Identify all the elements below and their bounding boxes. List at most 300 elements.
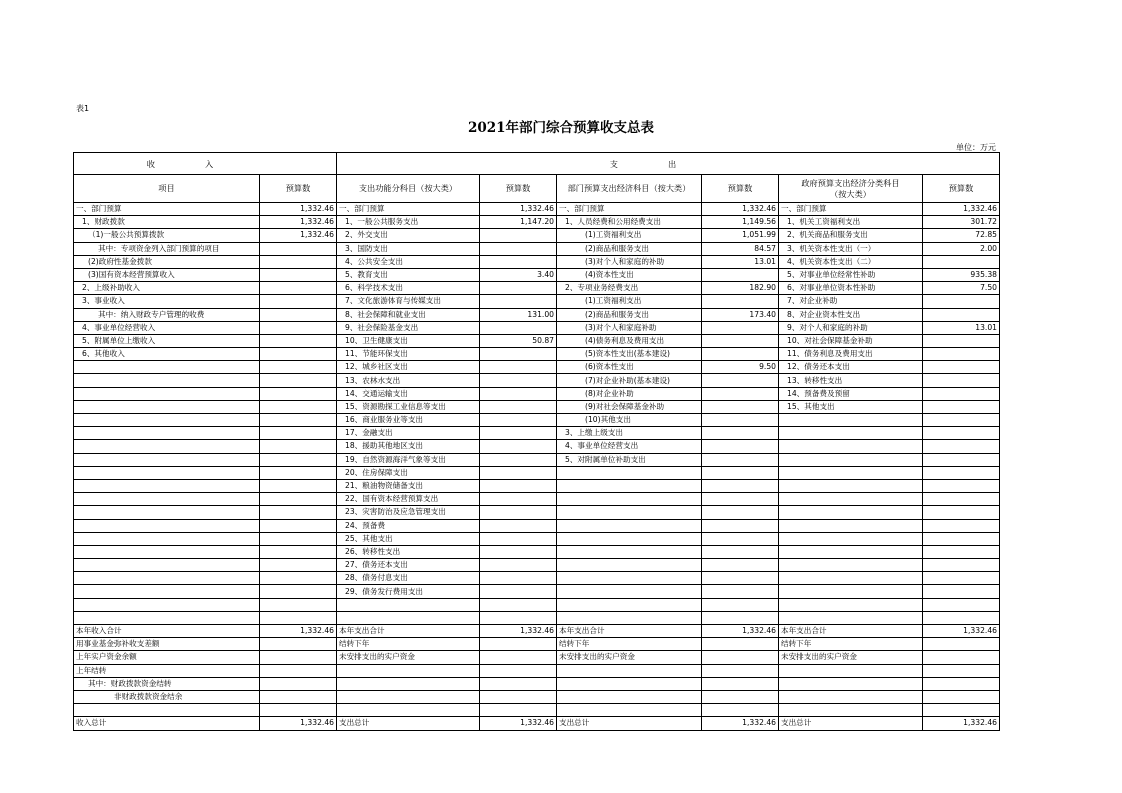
amount-cell <box>480 440 557 453</box>
item-cell <box>557 506 702 519</box>
amount-cell <box>480 242 557 255</box>
item-cell: 支出总计 <box>337 717 480 730</box>
column-header-row <box>74 175 1000 203</box>
item-cell: 10、卫生健康支出 <box>337 334 480 347</box>
budget-summary-table <box>73 152 1000 731</box>
item-cell <box>74 453 260 466</box>
column-header: 预算数 <box>702 175 779 203</box>
item-cell <box>779 440 923 453</box>
item-cell <box>779 598 923 611</box>
item-cell <box>779 453 923 466</box>
amount-cell: 9.50 <box>702 361 779 374</box>
amount-cell <box>923 348 1000 361</box>
item-cell: 其中：财政拨款资金结转 <box>74 677 260 690</box>
amount-cell <box>480 651 557 664</box>
item-cell: 非财政拨款资金结余 <box>74 690 260 703</box>
table-row <box>74 216 1000 229</box>
item-cell: 一、部门预算 <box>557 203 702 216</box>
amount-cell <box>260 308 337 321</box>
item-cell: 9、社会保险基金支出 <box>337 321 480 334</box>
item-cell: (2)政府性基金拨款 <box>74 255 260 268</box>
amount-cell <box>702 572 779 585</box>
item-cell: (6)资本性支出 <box>557 361 702 374</box>
item-cell: 3、上缴上级支出 <box>557 427 702 440</box>
amount-cell: 1,332.46 <box>480 717 557 730</box>
amount-cell <box>260 295 337 308</box>
amount-cell <box>260 479 337 492</box>
item-cell: (2)商品和服务支出 <box>557 308 702 321</box>
amount-cell: 1,332.46 <box>260 216 337 229</box>
item-cell <box>557 493 702 506</box>
item-cell: 8、对企业资本性支出 <box>779 308 923 321</box>
amount-cell <box>480 387 557 400</box>
item-cell <box>557 677 702 690</box>
item-cell: (10)其他支出 <box>557 414 702 427</box>
amount-cell <box>480 427 557 440</box>
amount-cell: 1,332.46 <box>923 717 1000 730</box>
page-title: 2021年部门综合预算收支总表 <box>467 120 655 136</box>
table-row <box>74 677 1000 690</box>
item-cell <box>779 545 923 558</box>
item-cell <box>557 572 702 585</box>
amount-cell <box>260 440 337 453</box>
item-cell: 1、人员经费和公用经费支出 <box>557 216 702 229</box>
table-row <box>74 229 1000 242</box>
amount-cell <box>923 255 1000 268</box>
item-cell: 1、机关工资福利支出 <box>779 216 923 229</box>
amount-cell <box>480 295 557 308</box>
item-cell: 其中：专项资金列入部门预算的项目 <box>74 242 260 255</box>
amount-cell: 50.87 <box>480 334 557 347</box>
item-cell: 20、住房保障支出 <box>337 466 480 479</box>
item-cell <box>74 704 260 717</box>
table-row <box>74 506 1000 519</box>
item-cell <box>779 427 923 440</box>
amount-cell: 2.00 <box>923 242 1000 255</box>
table-row <box>74 255 1000 268</box>
income-section-label: 收入 <box>146 158 264 169</box>
item-cell: 3、国防支出 <box>337 242 480 255</box>
table-row <box>74 321 1000 334</box>
amount-cell <box>260 414 337 427</box>
amount-cell <box>923 361 1000 374</box>
table-row <box>74 651 1000 664</box>
item-cell <box>779 532 923 545</box>
amount-cell <box>260 532 337 545</box>
item-cell: 9、对个人和家庭的补助 <box>779 321 923 334</box>
item-cell <box>74 519 260 532</box>
amount-cell: 1,332.46 <box>702 625 779 638</box>
item-cell: 18、援助其他地区支出 <box>337 440 480 453</box>
amount-cell <box>260 493 337 506</box>
amount-cell <box>702 414 779 427</box>
item-cell <box>337 664 480 677</box>
item-cell: 1、财政拨款 <box>74 216 260 229</box>
section-header-row <box>74 153 1000 175</box>
amount-cell <box>702 532 779 545</box>
amount-cell <box>480 479 557 492</box>
amount-cell: 1,332.46 <box>923 203 1000 216</box>
table-row <box>74 334 1000 347</box>
amount-cell <box>260 427 337 440</box>
amount-cell <box>923 493 1000 506</box>
table-row <box>74 282 1000 295</box>
table-row <box>74 387 1000 400</box>
amount-cell <box>923 598 1000 611</box>
amount-cell <box>260 374 337 387</box>
item-cell <box>779 704 923 717</box>
item-cell <box>337 677 480 690</box>
item-cell <box>779 479 923 492</box>
amount-cell <box>480 229 557 242</box>
item-cell: 5、对附属单位补助支出 <box>557 453 702 466</box>
item-cell: 收入总计 <box>74 717 260 730</box>
item-cell: (2)商品和服务支出 <box>557 242 702 255</box>
amount-cell <box>480 466 557 479</box>
amount-cell: 1,332.46 <box>923 625 1000 638</box>
amount-cell <box>702 704 779 717</box>
table-number-tag: 表1 <box>76 104 90 113</box>
item-cell: 一、部门预算 <box>337 203 480 216</box>
table-row <box>74 440 1000 453</box>
item-cell: 25、其他支出 <box>337 532 480 545</box>
expense-section-header <box>337 153 1000 175</box>
amount-cell <box>702 321 779 334</box>
item-cell: 4、事业单位经营支出 <box>557 440 702 453</box>
amount-cell <box>923 519 1000 532</box>
amount-cell <box>923 308 1000 321</box>
amount-cell <box>480 255 557 268</box>
amount-cell <box>480 282 557 295</box>
item-cell: 结转下年 <box>779 638 923 651</box>
item-cell: (4)资本性支出 <box>557 268 702 281</box>
amount-cell <box>260 242 337 255</box>
amount-cell: 301.72 <box>923 216 1000 229</box>
amount-cell: 13.01 <box>923 321 1000 334</box>
item-cell <box>74 400 260 413</box>
amount-cell <box>923 506 1000 519</box>
amount-cell <box>260 677 337 690</box>
item-cell <box>779 677 923 690</box>
item-cell <box>74 585 260 598</box>
amount-cell <box>260 585 337 598</box>
item-cell <box>779 572 923 585</box>
table-row <box>74 414 1000 427</box>
amount-cell <box>260 638 337 651</box>
amount-cell <box>702 427 779 440</box>
item-cell: 4、公共安全支出 <box>337 255 480 268</box>
amount-cell <box>923 704 1000 717</box>
amount-cell <box>480 493 557 506</box>
table-body <box>74 153 1000 731</box>
amount-cell <box>702 559 779 572</box>
amount-cell: 1,149.56 <box>702 216 779 229</box>
amount-cell: 1,332.46 <box>260 229 337 242</box>
item-cell: 6、科学技术支出 <box>337 282 480 295</box>
amount-cell <box>923 466 1000 479</box>
amount-cell <box>260 400 337 413</box>
amount-cell <box>923 374 1000 387</box>
item-cell: (3)国有资本经营预算收入 <box>74 268 260 281</box>
item-cell: 本年支出合计 <box>557 625 702 638</box>
item-cell: 用事业基金弥补收支差额 <box>74 638 260 651</box>
amount-cell <box>480 506 557 519</box>
column-header: 部门预算支出经济科目（按大类） <box>557 175 702 203</box>
item-cell: 2、上级补助收入 <box>74 282 260 295</box>
item-cell <box>337 611 480 624</box>
amount-cell <box>702 690 779 703</box>
amount-cell <box>702 400 779 413</box>
amount-cell <box>702 611 779 624</box>
amount-cell <box>702 374 779 387</box>
table-row <box>74 453 1000 466</box>
item-cell: 其中：纳入财政专户管理的收费 <box>74 308 260 321</box>
amount-cell <box>923 295 1000 308</box>
item-cell: (1)工资福利支出 <box>557 295 702 308</box>
item-cell: 2、外交支出 <box>337 229 480 242</box>
item-cell: 结转下年 <box>337 638 480 651</box>
amount-cell <box>702 453 779 466</box>
item-cell <box>74 506 260 519</box>
amount-cell <box>923 585 1000 598</box>
item-cell: (9)对社会保障基金补助 <box>557 400 702 413</box>
table-row <box>74 704 1000 717</box>
amount-cell <box>702 598 779 611</box>
item-cell: (7)对企业补助(基本建设) <box>557 374 702 387</box>
item-cell <box>337 690 480 703</box>
item-cell: 24、预备费 <box>337 519 480 532</box>
item-cell: 一、部门预算 <box>779 203 923 216</box>
amount-cell <box>923 677 1000 690</box>
item-cell <box>779 466 923 479</box>
item-cell <box>74 559 260 572</box>
amount-cell: 1,332.46 <box>260 717 337 730</box>
table-row <box>74 638 1000 651</box>
table-row <box>74 519 1000 532</box>
amount-cell <box>480 572 557 585</box>
amount-cell <box>260 572 337 585</box>
amount-cell: 72.85 <box>923 229 1000 242</box>
amount-cell <box>923 427 1000 440</box>
item-cell <box>557 519 702 532</box>
item-cell: 一、部门预算 <box>74 203 260 216</box>
amount-cell <box>480 453 557 466</box>
column-header: 预算数 <box>260 175 337 203</box>
amount-cell: 182.90 <box>702 282 779 295</box>
item-cell <box>74 414 260 427</box>
item-cell <box>557 690 702 703</box>
item-cell <box>557 664 702 677</box>
item-cell: 12、债务还本支出 <box>779 361 923 374</box>
amount-cell <box>260 506 337 519</box>
item-cell: 上年实户资金余额 <box>74 651 260 664</box>
amount-cell <box>260 255 337 268</box>
amount-cell <box>480 638 557 651</box>
item-cell: (4)债务利息及费用支出 <box>557 334 702 347</box>
table-row <box>74 690 1000 703</box>
item-cell: 2、专项业务经费支出 <box>557 282 702 295</box>
item-cell <box>74 466 260 479</box>
item-cell: 3、事业收入 <box>74 295 260 308</box>
amount-cell <box>260 559 337 572</box>
table-row <box>74 572 1000 585</box>
table-row <box>74 400 1000 413</box>
amount-cell <box>260 348 337 361</box>
table-row <box>74 466 1000 479</box>
item-cell <box>74 374 260 387</box>
amount-cell <box>923 414 1000 427</box>
item-cell <box>779 690 923 703</box>
table-row <box>74 308 1000 321</box>
table-row <box>74 598 1000 611</box>
amount-cell <box>702 545 779 558</box>
item-cell: 7、文化旅游体育与传媒支出 <box>337 295 480 308</box>
amount-cell <box>702 651 779 664</box>
amount-cell: 173.40 <box>702 308 779 321</box>
item-cell <box>74 440 260 453</box>
item-cell: 未安排支出的实户资金 <box>557 651 702 664</box>
item-cell <box>74 387 260 400</box>
amount-cell <box>480 664 557 677</box>
amount-cell <box>702 440 779 453</box>
table-row <box>74 242 1000 255</box>
item-cell: 6、其他收入 <box>74 348 260 361</box>
amount-cell <box>702 387 779 400</box>
item-cell: 19、自然资源海洋气象等支出 <box>337 453 480 466</box>
amount-cell <box>923 479 1000 492</box>
amount-cell <box>702 493 779 506</box>
table-row <box>74 559 1000 572</box>
table-row <box>74 585 1000 598</box>
amount-cell <box>480 374 557 387</box>
amount-cell <box>260 598 337 611</box>
item-cell: 11、债务利息及费用支出 <box>779 348 923 361</box>
item-cell: (8)对企业补助 <box>557 387 702 400</box>
amount-cell <box>260 334 337 347</box>
item-cell: 16、商业服务业等支出 <box>337 414 480 427</box>
item-cell: 22、国有资本经营预算支出 <box>337 493 480 506</box>
amount-cell: 3.40 <box>480 268 557 281</box>
item-cell: 支出总计 <box>779 717 923 730</box>
item-cell: 27、债务还本支出 <box>337 559 480 572</box>
amount-cell <box>923 532 1000 545</box>
item-cell: 8、社会保障和就业支出 <box>337 308 480 321</box>
table-row <box>74 361 1000 374</box>
item-cell <box>779 519 923 532</box>
item-cell: 14、预备费及预留 <box>779 387 923 400</box>
amount-cell <box>923 453 1000 466</box>
item-cell: 本年支出合计 <box>779 625 923 638</box>
table-row <box>74 479 1000 492</box>
amount-cell <box>923 638 1000 651</box>
item-cell: 12、城乡社区支出 <box>337 361 480 374</box>
item-cell: 4、事业单位经营收入 <box>74 321 260 334</box>
item-cell: 上年结转 <box>74 664 260 677</box>
amount-cell <box>480 361 557 374</box>
item-cell <box>557 585 702 598</box>
table-row <box>74 664 1000 677</box>
table-row <box>74 427 1000 440</box>
amount-cell: 1,332.46 <box>480 203 557 216</box>
item-cell: 支出总计 <box>557 717 702 730</box>
amount-cell <box>702 466 779 479</box>
table-row <box>74 268 1000 281</box>
amount-cell: 1,332.46 <box>702 203 779 216</box>
amount-cell <box>923 387 1000 400</box>
amount-cell: 1,147.20 <box>480 216 557 229</box>
item-cell <box>557 545 702 558</box>
amount-cell <box>702 638 779 651</box>
amount-cell <box>923 400 1000 413</box>
amount-cell: 1,332.46 <box>480 625 557 638</box>
amount-cell <box>480 677 557 690</box>
item-cell: 29、债务发行费用支出 <box>337 585 480 598</box>
amount-cell <box>260 282 337 295</box>
amount-cell <box>260 453 337 466</box>
amount-cell <box>260 704 337 717</box>
expense-section-label: 支出 <box>609 158 727 169</box>
amount-cell <box>702 295 779 308</box>
amount-cell <box>260 466 337 479</box>
item-cell <box>74 598 260 611</box>
item-cell <box>779 611 923 624</box>
item-cell <box>557 479 702 492</box>
amount-cell <box>923 611 1000 624</box>
item-cell: 14、交通运输支出 <box>337 387 480 400</box>
item-cell <box>557 611 702 624</box>
amount-cell <box>923 690 1000 703</box>
item-cell: 1、一般公共服务支出 <box>337 216 480 229</box>
table-row <box>74 625 1000 638</box>
amount-cell <box>702 519 779 532</box>
item-cell <box>337 704 480 717</box>
amount-cell: 1,332.46 <box>260 203 337 216</box>
amount-cell: 1,332.46 <box>260 625 337 638</box>
item-cell <box>779 585 923 598</box>
amount-cell <box>480 414 557 427</box>
table-row <box>74 203 1000 216</box>
item-cell <box>337 598 480 611</box>
item-cell: 15、资源勘探工业信息等支出 <box>337 400 480 413</box>
amount-cell: 935.38 <box>923 268 1000 281</box>
item-cell: 5、教育支出 <box>337 268 480 281</box>
item-cell <box>779 664 923 677</box>
amount-cell <box>480 585 557 598</box>
amount-cell <box>702 585 779 598</box>
item-cell <box>74 361 260 374</box>
amount-cell <box>260 519 337 532</box>
item-cell: 13、农林水支出 <box>337 374 480 387</box>
item-cell: 结转下年 <box>557 638 702 651</box>
item-cell: 5、附属单位上缴收入 <box>74 334 260 347</box>
amount-cell <box>480 611 557 624</box>
column-header: 政府预算支出经济分类科目 （按大类） <box>779 175 923 203</box>
item-cell: (5)资本性支出(基本建设) <box>557 348 702 361</box>
amount-cell <box>923 572 1000 585</box>
item-cell <box>74 611 260 624</box>
amount-cell <box>260 651 337 664</box>
amount-cell <box>260 268 337 281</box>
amount-cell <box>480 348 557 361</box>
item-cell: （1)一般公共预算拨款 <box>74 229 260 242</box>
item-cell <box>779 559 923 572</box>
item-cell <box>74 532 260 545</box>
amount-cell <box>480 704 557 717</box>
item-cell: 4、机关资本性支出（二） <box>779 255 923 268</box>
amount-cell <box>480 598 557 611</box>
amount-cell <box>260 321 337 334</box>
item-cell: 5、对事业单位经常性补助 <box>779 268 923 281</box>
